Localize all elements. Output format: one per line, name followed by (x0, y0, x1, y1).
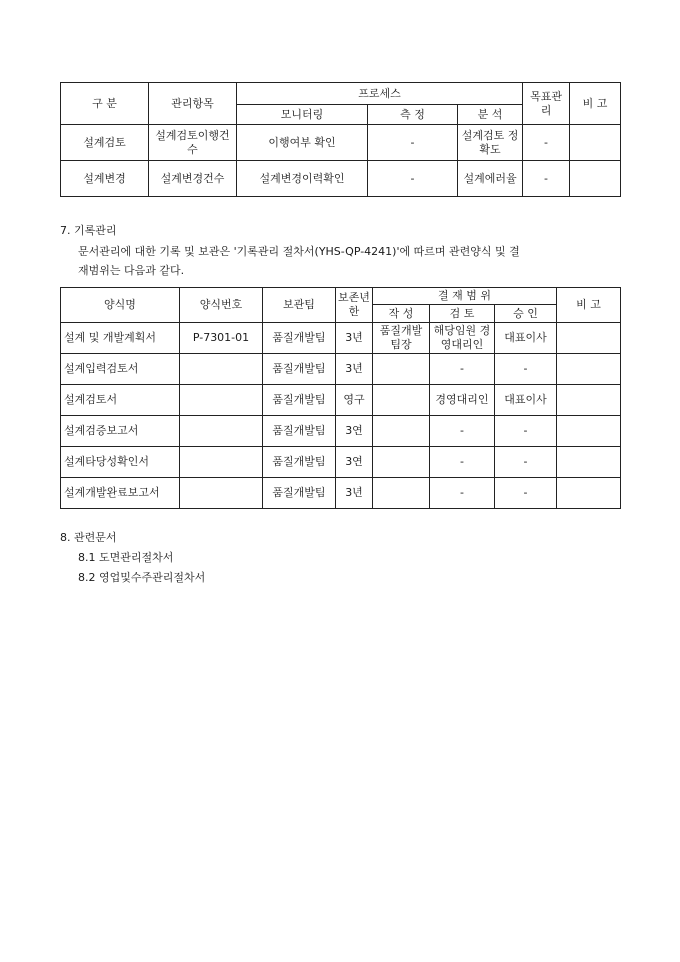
section-7-paragraph-line-1: 문서관리에 대한 기록 및 보관은 '기록관리 절차서(YHS-QP-4241)'에 따르며 관련양식 및 결 (78, 245, 520, 258)
cell-analysis: 설계검토 정확도 (458, 125, 523, 161)
header-review: 검 토 (430, 305, 495, 323)
cell-remarks (557, 447, 621, 478)
section-7-paragraph-line-2: 재범위는 다음과 같다. (78, 264, 185, 277)
table-row (61, 478, 621, 509)
section-7-title: 7. 기록관리 (60, 224, 117, 237)
cell-custodian: 품질개발팀 (263, 323, 336, 354)
cell-approve: 대표이사 (495, 323, 557, 354)
cell-author (373, 447, 430, 478)
cell-form-name: 설계타당성확인서 (61, 447, 180, 478)
cell-remarks (557, 354, 621, 385)
cell-retention: 3년 (336, 323, 373, 354)
cell-approve: - (495, 416, 557, 447)
header-target-mgmt: 목표관리 (523, 83, 570, 125)
cell-retention: 영구 (336, 385, 373, 416)
cell-retention: 3연 (336, 416, 373, 447)
cell-retention: 3년 (336, 354, 373, 385)
cell-approve: - (495, 478, 557, 509)
cell-author: 품질개발팀장 (373, 323, 430, 354)
header-approve: 승 인 (495, 305, 557, 323)
cell-form-name: 설계검증보고서 (61, 416, 180, 447)
cell-remarks (557, 416, 621, 447)
table-row (61, 125, 621, 161)
cell-author (373, 416, 430, 447)
header-remarks: 비 고 (557, 288, 621, 323)
cell-custodian: 품질개발팀 (263, 447, 336, 478)
table-row (61, 416, 621, 447)
cell-custodian: 품질개발팀 (263, 354, 336, 385)
cell-form-name: 설계검토서 (61, 385, 180, 416)
cell-remarks (557, 385, 621, 416)
cell-target-mgmt: - (523, 161, 570, 197)
table-row (61, 323, 621, 354)
cell-review: - (430, 478, 495, 509)
cell-custodian: 품질개발팀 (263, 478, 336, 509)
cell-remarks (557, 323, 621, 354)
header-monitoring: 모니터링 (237, 105, 368, 125)
cell-form-name: 설계입력검토서 (61, 354, 180, 385)
header-measurement: 측 정 (368, 105, 458, 125)
cell-approve: - (495, 447, 557, 478)
header-custodian: 보관팀 (263, 288, 336, 323)
cell-author (373, 478, 430, 509)
header-form-name: 양식명 (61, 288, 180, 323)
section-8-title: 8. 관련문서 (60, 531, 117, 544)
cell-retention: 3연 (336, 447, 373, 478)
cell-monitoring: 이행여부 확인 (237, 125, 368, 161)
cell-approve: 대표이사 (495, 385, 557, 416)
related-doc-item: 8.2 영업및수주관리절차서 (78, 571, 206, 584)
process-monitoring-table (60, 82, 621, 197)
cell-form-name: 설계개발완료보고서 (61, 478, 180, 509)
cell-form-name: 설계 및 개발계획서 (61, 323, 180, 354)
cell-measurement: - (368, 161, 458, 197)
cell-remarks (570, 161, 621, 197)
header-mgmt-item: 관리항목 (149, 83, 237, 125)
header-author: 작 성 (373, 305, 430, 323)
cell-form-number (180, 478, 263, 509)
cell-measurement: - (368, 125, 458, 161)
header-process: 프로세스 (237, 83, 523, 105)
cell-category: 설계변경 (61, 161, 149, 197)
record-forms-table (60, 287, 621, 509)
table-row (61, 354, 621, 385)
cell-form-number (180, 447, 263, 478)
cell-review: - (430, 447, 495, 478)
cell-approve: - (495, 354, 557, 385)
cell-author (373, 385, 430, 416)
cell-form-number: P-7301-01 (180, 323, 263, 354)
table-row (61, 161, 621, 197)
cell-category: 설계검토 (61, 125, 149, 161)
cell-review: - (430, 416, 495, 447)
cell-form-number (180, 354, 263, 385)
cell-review: - (430, 354, 495, 385)
header-remarks: 비 고 (570, 83, 621, 125)
related-doc-item: 8.1 도면관리절차서 (78, 551, 174, 564)
header-analysis: 분 석 (458, 105, 523, 125)
cell-custodian: 품질개발팀 (263, 416, 336, 447)
cell-review: 해당임원 경영대리인 (430, 323, 495, 354)
cell-retention: 3년 (336, 478, 373, 509)
header-approval-scope: 결 재 범 위 (373, 288, 557, 305)
cell-remarks (570, 125, 621, 161)
header-form-number: 양식번호 (180, 288, 263, 323)
cell-mgmt-item: 설계검토이행건수 (149, 125, 237, 161)
cell-target-mgmt: - (523, 125, 570, 161)
header-retention: 보존년한 (336, 288, 373, 323)
cell-author (373, 354, 430, 385)
cell-monitoring: 설계변경이력확인 (237, 161, 368, 197)
cell-custodian: 품질개발팀 (263, 385, 336, 416)
header-category: 구 분 (61, 83, 149, 125)
table-row (61, 447, 621, 478)
cell-analysis: 설계에러율 (458, 161, 523, 197)
cell-form-number (180, 385, 263, 416)
cell-remarks (557, 478, 621, 509)
cell-review: 경영대리인 (430, 385, 495, 416)
cell-form-number (180, 416, 263, 447)
table-row (61, 385, 621, 416)
cell-mgmt-item: 설계변경건수 (149, 161, 237, 197)
